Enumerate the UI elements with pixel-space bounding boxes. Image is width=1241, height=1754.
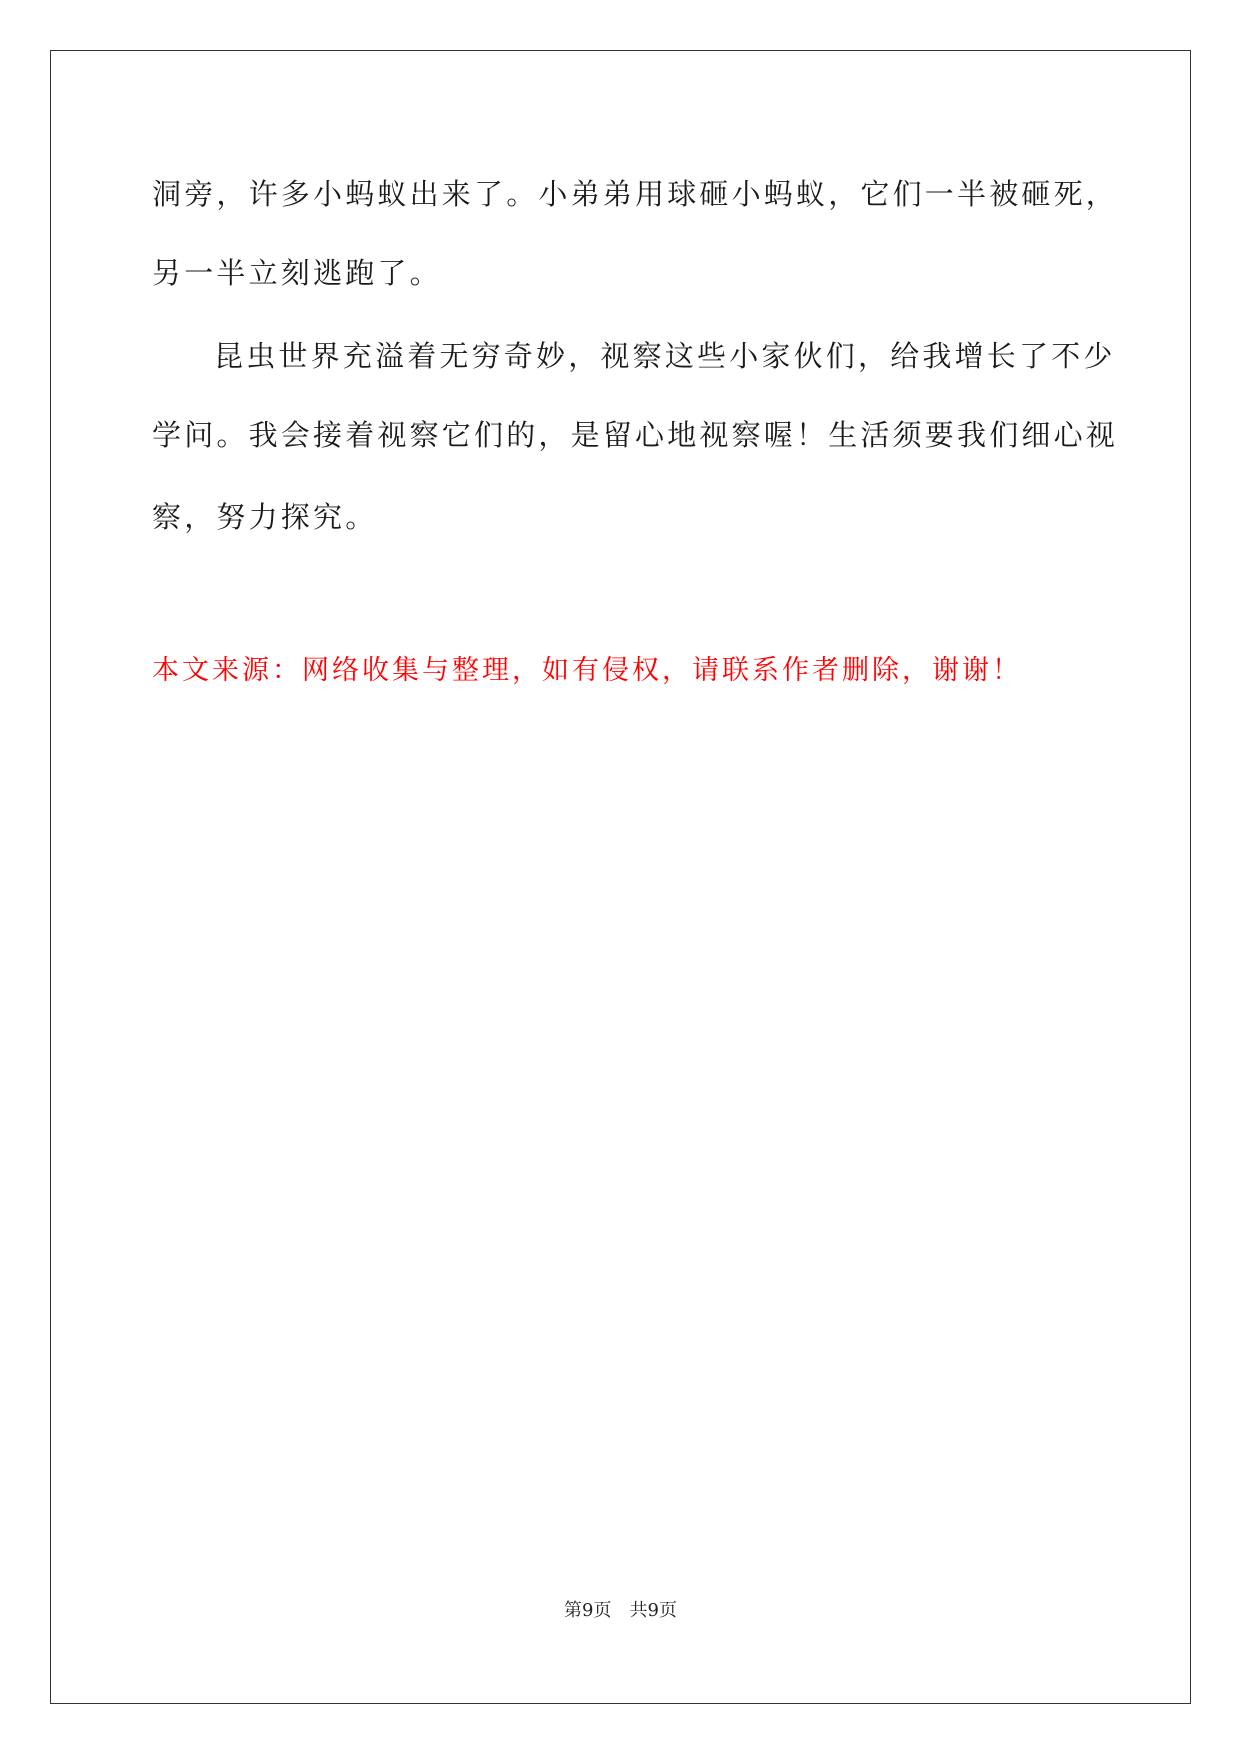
paragraph-line-1: 洞旁，许多小蚂蚁出来了。小弟弟用球砸小蚂蚁，它们一半被砸死， (152, 177, 1119, 211)
current-page-number: 第9页 (564, 1600, 612, 1621)
paragraph-line-3: 昆虫世界充溢着无穷奇妙，视察这些小家伙们，给我增长了不少 (214, 339, 1116, 373)
paragraph-line-2: 另一半立刻逃跑了。 (152, 256, 442, 290)
page-frame (50, 50, 1191, 1704)
source-notice: 本文来源：网络收集与整理，如有侵权，请联系作者删除，谢谢！ (152, 655, 1022, 686)
total-pages: 共9页 (629, 1600, 677, 1621)
paragraph-line-4: 学问。我会接着视察它们的，是留心地视察喔！生活须要我们细心视 (152, 418, 1119, 452)
page-footer (0, 1602, 1241, 1620)
paragraph-line-5: 察，努力探究。 (152, 500, 378, 534)
